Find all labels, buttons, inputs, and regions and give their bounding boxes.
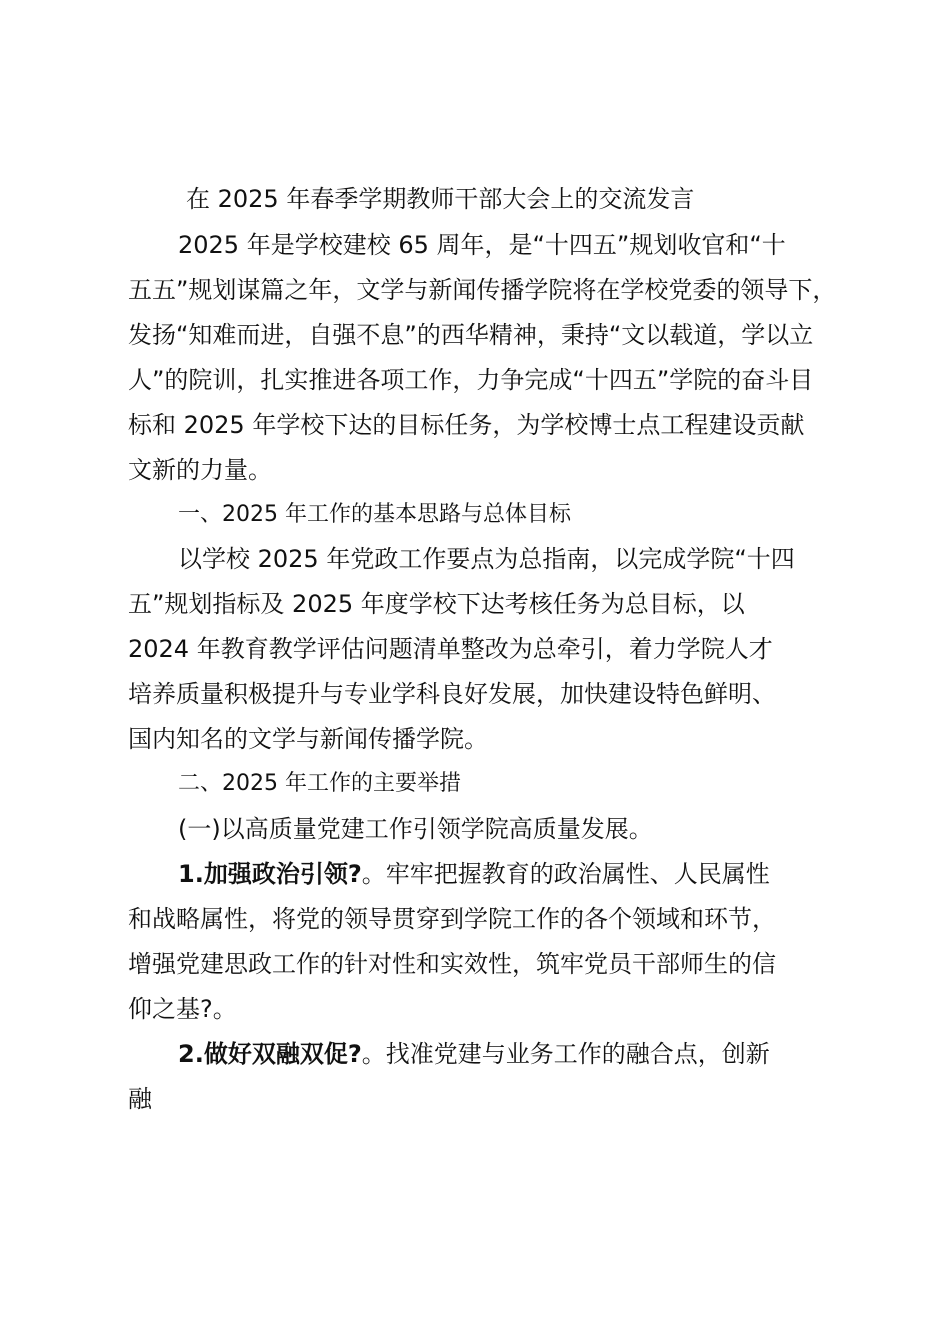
bold-lead: 1.加强政治引领? [178, 860, 362, 888]
paragraph-text: 。找准党建与业务工作的融合点，创新 [361, 1040, 770, 1068]
paragraph-line: 仰之基?。 [128, 995, 237, 1023]
subsection-heading: (一)以高质量党建工作引领学院高质量发展。 [178, 815, 653, 843]
paragraph-line: 以学校 2025 年党政工作要点为总指南，以完成学院“十四 [178, 545, 795, 573]
bold-lead: 2.做好双融双促? [178, 1040, 362, 1068]
paragraph-line: 2024 年教育教学评估问题清单整改为总牵引，着力学院人才 [128, 635, 773, 663]
paragraph-line: 发扬“知难而进，自强不息”的西华精神，秉持“文以载道，学以立 [128, 321, 814, 349]
paragraph-line [178, 1037, 770, 1071]
paragraph-line: 国内知名的文学与新闻传播学院。 [128, 725, 488, 753]
document-title: 在 2025 年春季学期教师干部大会上的交流发言 [186, 185, 695, 213]
paragraph-line: 和战略属性，将党的领导贯穿到学院工作的各个领域和环节， [128, 905, 776, 933]
paragraph-line: 人”的院训，扎实推进各项工作，力争完成“十四五”学院的奋斗目 [128, 366, 814, 394]
paragraph-line: 培养质量积极提升与专业学科良好发展，加快建设特色鲜明、 [128, 680, 776, 708]
paragraph-line: 增强党建思政工作的针对性和实效性，筑牢党员干部师生的信 [128, 950, 776, 978]
paragraph-line: 五”规划指标及 2025 年度学校下达考核任务为总目标，以 [128, 590, 745, 618]
paragraph-line: 文新的力量。 [128, 456, 272, 484]
paragraph-text: 。牢牢把握教育的政治属性、人民属性 [361, 860, 770, 888]
paragraph-line: 2025 年是学校建校 65 周年，是“十四五”规划收官和“十 [178, 231, 786, 259]
paragraph-line [178, 857, 770, 891]
paragraph-line: 标和 2025 年学校下达的目标任务，为学校博士点工程建设贡献 [128, 411, 805, 439]
section-heading: 二、2025 年工作的主要举措 [178, 771, 461, 796]
section-heading: 一、2025 年工作的基本思路与总体目标 [178, 502, 571, 527]
paragraph-line: 融 [128, 1085, 152, 1113]
paragraph-line: 五五”规划谋篇之年，文学与新闻传播学院将在学校党委的领导下， [128, 276, 837, 304]
